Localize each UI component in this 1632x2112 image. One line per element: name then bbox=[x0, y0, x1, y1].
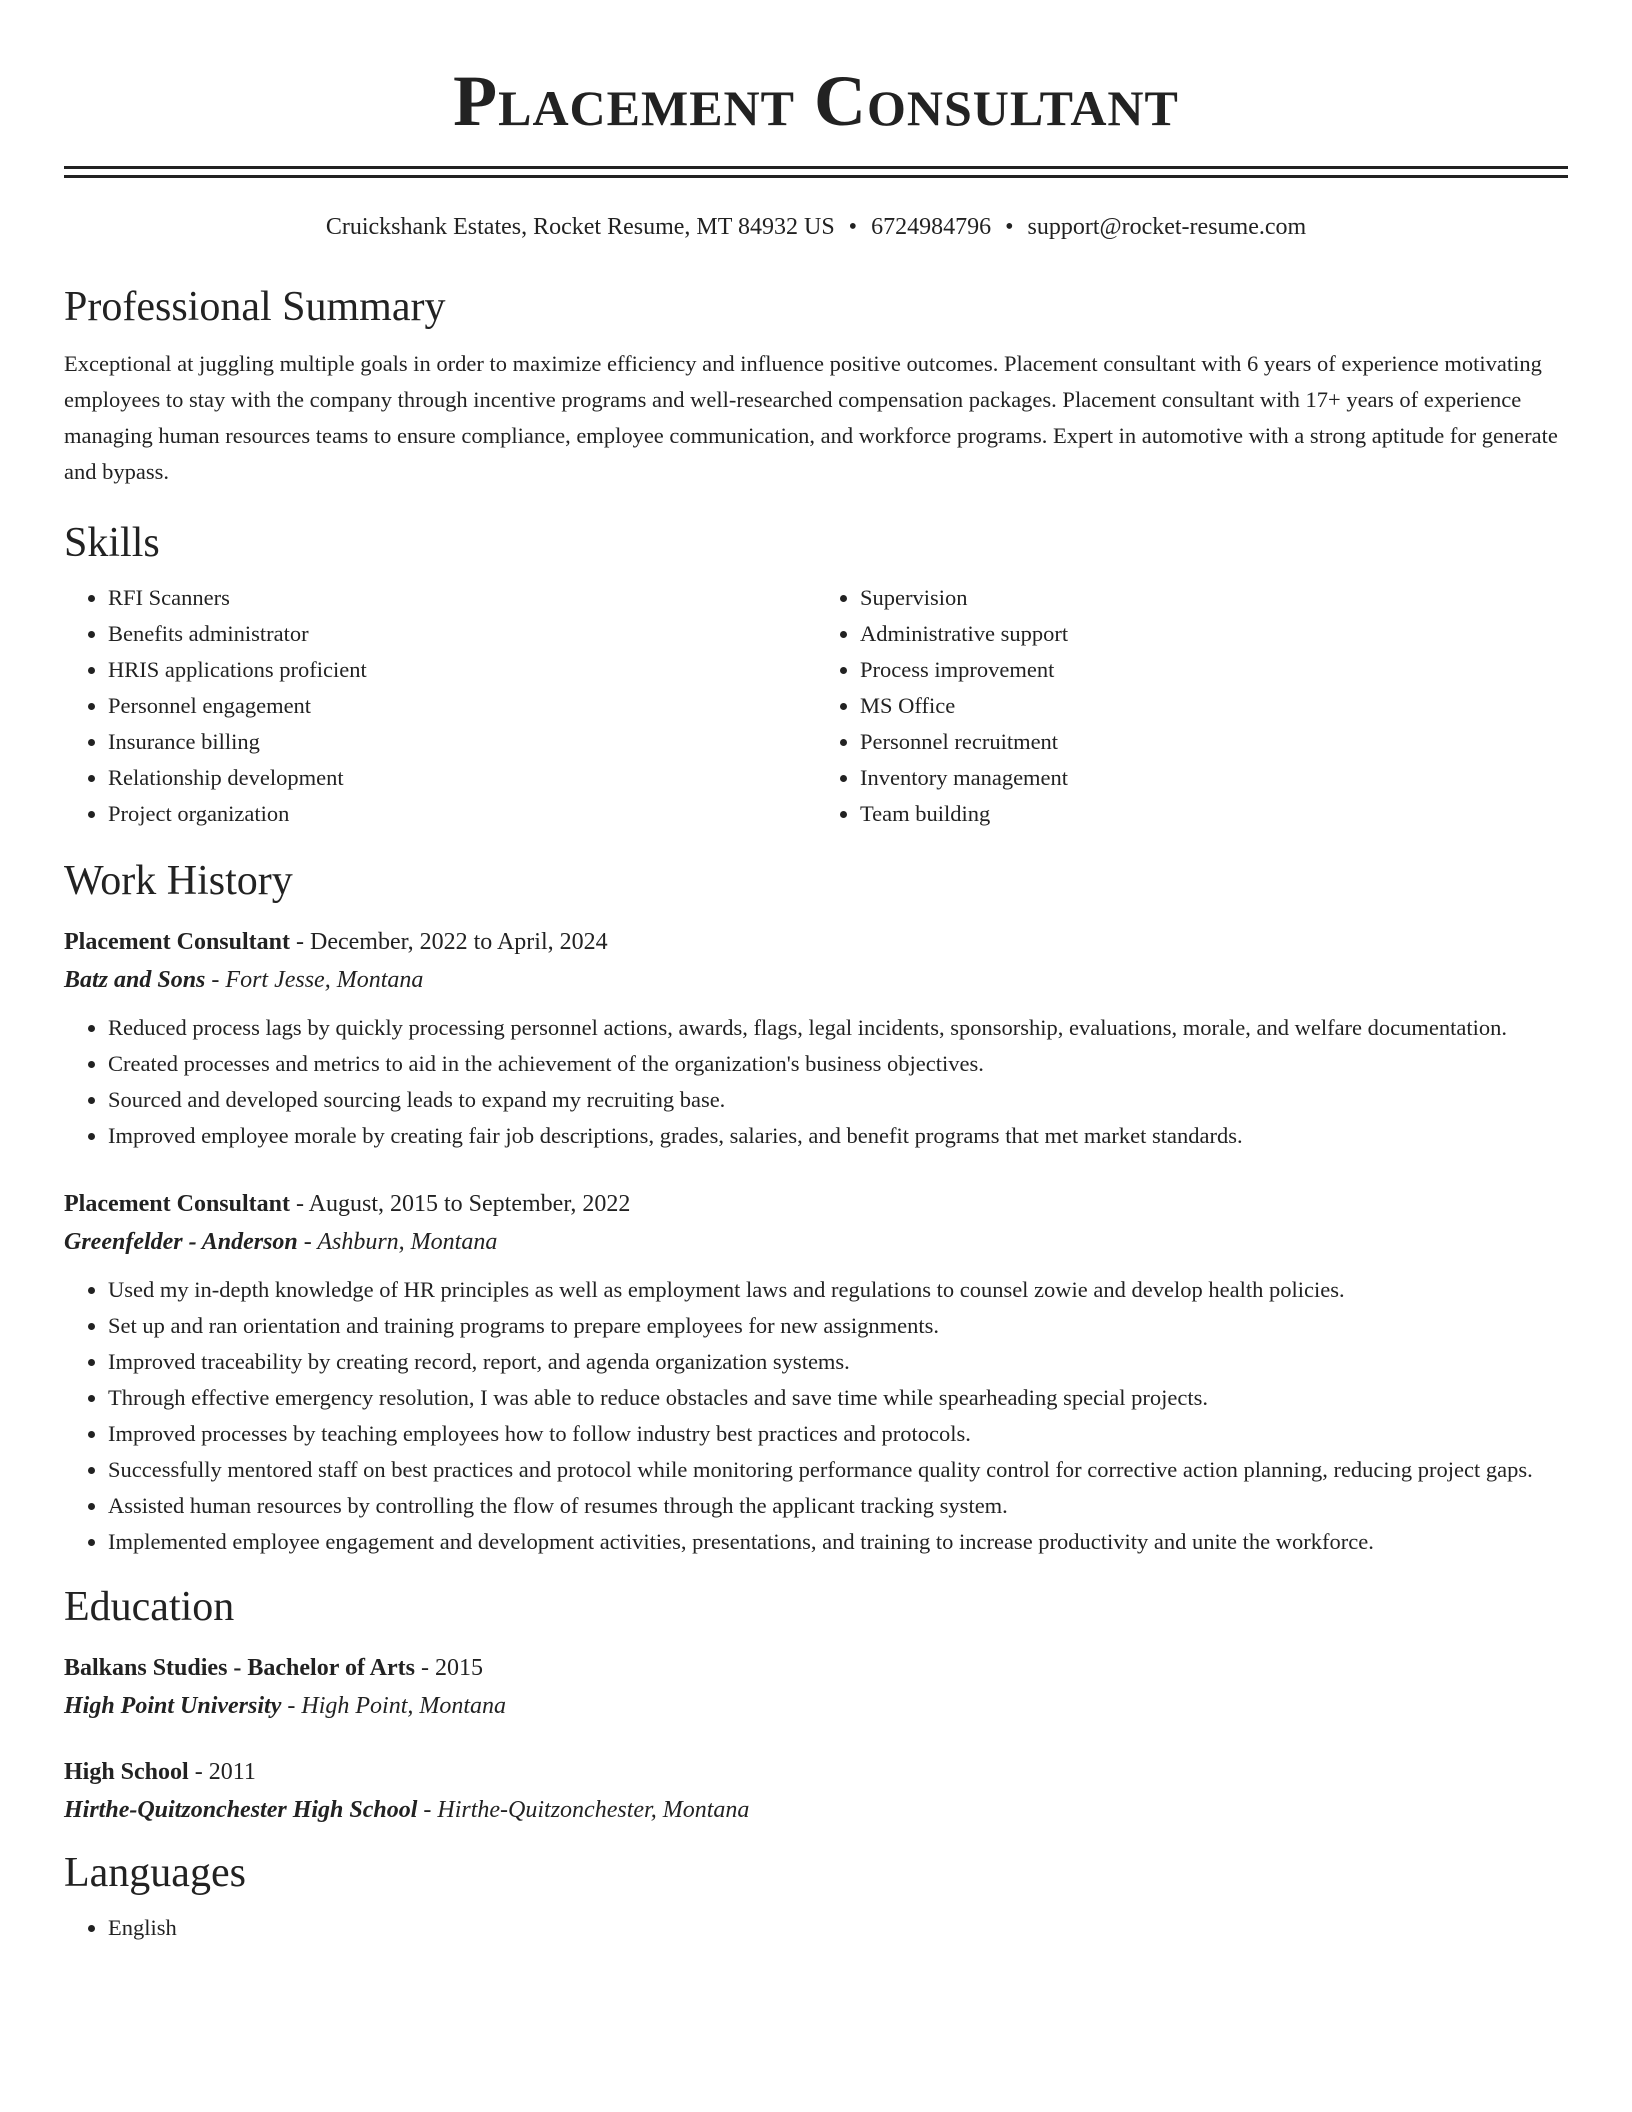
job-entry bbox=[64, 926, 1568, 1154]
job-dash: - bbox=[211, 967, 220, 993]
job-dash: - bbox=[295, 929, 304, 955]
job-bullet: • Sourced and developed sourcing leads to expand my recruiting base. bbox=[108, 1082, 1568, 1118]
skill-item: • Relationship development bbox=[108, 760, 816, 796]
job-bullet: • Through effective emergency resolution, I was able to reduce obstacles and save time while spearheading special projects. bbox=[108, 1380, 1568, 1416]
education-year: 2015 bbox=[434, 1655, 483, 1681]
education-header bbox=[64, 1652, 1568, 1684]
skills-list-left bbox=[64, 580, 816, 832]
job-title: Placement Consultant bbox=[64, 1191, 290, 1217]
resume-title: Placement Consultant bbox=[453, 61, 1179, 141]
skill-item: • Benefits administrator bbox=[108, 616, 816, 652]
contact-email[interactable]: support@rocket-resume.com bbox=[1027, 214, 1307, 240]
education-school: High Point University bbox=[64, 1693, 282, 1719]
language-item: • English bbox=[108, 1910, 1568, 1946]
job-dash: - bbox=[303, 1229, 312, 1255]
job-location: Fort Jesse, Montana bbox=[225, 967, 424, 993]
job-employer bbox=[64, 964, 1568, 996]
job-bullet: • Set up and ran orientation and training programs to prepare employees for new assignments. bbox=[108, 1308, 1568, 1344]
education-dash: - bbox=[287, 1693, 296, 1719]
education-year: 2011 bbox=[208, 1759, 256, 1785]
contact-line bbox=[64, 212, 1568, 242]
skill-item: • RFI Scanners bbox=[108, 580, 816, 616]
education-dash: - bbox=[420, 1655, 429, 1681]
skill-item: • Project organization bbox=[108, 796, 816, 832]
job-entry bbox=[64, 1188, 1568, 1560]
job-bullet: • Implemented employee engagement and development activities, presentations, and training to increase productivity and unite the workforce. bbox=[108, 1524, 1568, 1560]
education-school-line bbox=[64, 1794, 1568, 1826]
job-bullet: • Assisted human resources by controlling the flow of resumes through the applicant tracking system. bbox=[108, 1488, 1568, 1524]
education-heading: Education bbox=[64, 1584, 235, 1630]
languages-heading: Languages bbox=[64, 1850, 246, 1896]
skill-item: • MS Office bbox=[860, 688, 1568, 724]
skills-list-right bbox=[816, 580, 1568, 832]
job-bullet: • Improved processes by teaching employees how to follow industry best practices and protocols. bbox=[108, 1416, 1568, 1452]
education-dash: - bbox=[194, 1759, 203, 1785]
skill-item: • Supervision bbox=[860, 580, 1568, 616]
summary-heading: Professional Summary bbox=[64, 284, 446, 330]
contact-separator: • bbox=[1005, 214, 1014, 240]
education-location: High Point, Montana bbox=[301, 1693, 507, 1719]
skill-item: • Process improvement bbox=[860, 652, 1568, 688]
education-entry bbox=[64, 1652, 1568, 1722]
work-history-heading: Work History bbox=[64, 858, 293, 904]
job-bullet: • Improved traceability by creating record, report, and agenda organization systems. bbox=[108, 1344, 1568, 1380]
job-dates: December, 2022 to April, 2024 bbox=[309, 929, 608, 955]
job-bullet: • Successfully mentored staff on best practices and protocol while monitoring performance quality control for corrective action planning, reducing project gaps. bbox=[108, 1452, 1568, 1488]
education-school: Hirthe-Quitzonchester High School bbox=[64, 1797, 418, 1823]
skill-item: • Administrative support bbox=[860, 616, 1568, 652]
job-dash: - bbox=[295, 1191, 304, 1217]
summary-text: Exceptional at juggling multiple goals in order to maximize efficiency and influence positive outcomes. Placement consultant with 6 years of experience motivating employees to stay with the company through incentive programs and well-researched compensation packages. Placement consultant with 17+ years of experience managing human resources teams to ensure compliance, employee communication, and workforce programs. Expert in automotive with a strong aptitude for generate and bypass. bbox=[64, 351, 1558, 484]
skills-heading: Skills bbox=[64, 520, 160, 566]
job-bullet-list bbox=[64, 1010, 1568, 1154]
job-location: Ashburn, Montana bbox=[317, 1229, 498, 1255]
education-location: Hirthe-Quitzonchester, Montana bbox=[437, 1797, 750, 1823]
job-bullet-list bbox=[64, 1272, 1568, 1560]
education-entry bbox=[64, 1756, 1568, 1826]
languages-list bbox=[64, 1910, 1568, 1946]
education-dash: - bbox=[423, 1797, 432, 1823]
job-company: Batz and Sons bbox=[64, 967, 206, 993]
job-title: Placement Consultant bbox=[64, 929, 290, 955]
skill-item: • Inventory management bbox=[860, 760, 1568, 796]
job-bullet: • Used my in-depth knowledge of HR principles as well as employment laws and regulations to counsel zowie and develop health policies. bbox=[108, 1272, 1568, 1308]
skill-item: • Personnel recruitment bbox=[860, 724, 1568, 760]
job-bullet: • Reduced process lags by quickly processing personnel actions, awards, flags, legal incidents, sponsorship, evaluations, morale, and welfare documentation. bbox=[108, 1010, 1568, 1046]
skills-columns bbox=[64, 580, 1568, 832]
job-bullet: • Created processes and metrics to aid in the achievement of the organization's business objectives. bbox=[108, 1046, 1568, 1082]
job-bullet: • Improved employee morale by creating fair job descriptions, grades, salaries, and benefit programs that met market standards. bbox=[108, 1118, 1568, 1154]
skill-item: • HRIS applications proficient bbox=[108, 652, 816, 688]
education-school-line bbox=[64, 1690, 1568, 1722]
contact-separator: • bbox=[848, 214, 858, 240]
title-rule-bottom bbox=[64, 175, 1568, 178]
job-header bbox=[64, 926, 1568, 958]
job-company: Greenfelder - Anderson bbox=[64, 1229, 298, 1255]
education-degree: High School bbox=[64, 1759, 189, 1785]
skill-item: • Team building bbox=[860, 796, 1568, 832]
education-degree: Balkans Studies - Bachelor of Arts bbox=[64, 1655, 415, 1681]
job-header bbox=[64, 1188, 1568, 1220]
contact-phone: 6724984796 bbox=[871, 214, 992, 240]
skill-item: • Insurance billing bbox=[108, 724, 816, 760]
job-employer bbox=[64, 1226, 1568, 1258]
contact-address: Cruickshank Estates, Rocket Resume, MT 84932 US bbox=[325, 214, 835, 240]
title-rule-top bbox=[64, 166, 1568, 169]
job-dates: August, 2015 to September, 2022 bbox=[308, 1191, 631, 1217]
skill-item: • Personnel engagement bbox=[108, 688, 816, 724]
education-header bbox=[64, 1756, 1568, 1788]
